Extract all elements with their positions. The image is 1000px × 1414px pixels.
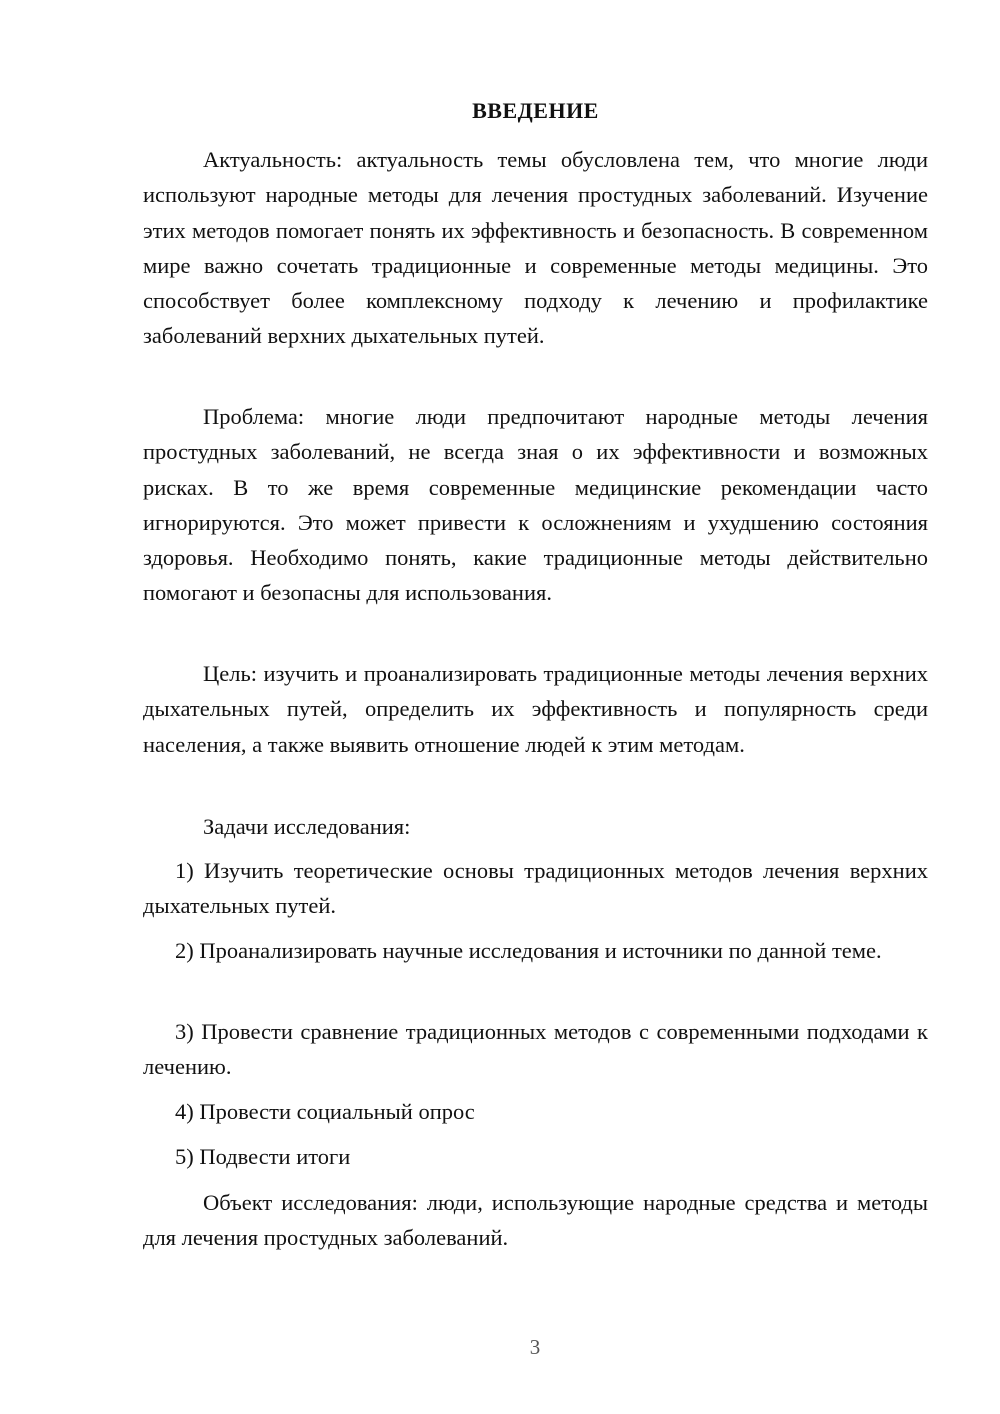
section-heading: ВВЕДЕНИЕ: [472, 98, 599, 123]
object-paragraph: Объект исследования: люди, использующие народные средства и методы для лечения простудных заболеваний.: [143, 1190, 928, 1251]
task-item-2: 2) Проанализировать научные исследования и источники по данной теме.: [175, 938, 882, 963]
tasks-title: Задачи исследования:: [203, 814, 411, 839]
task-item-3: 3) Провести сравнение традиционных методов с современными подходами к лечению.: [143, 1019, 928, 1080]
relevance-paragraph: Актуальность: актуальность темы обусловлена тем, что многие люди используют народные методы для лечения простудных заболеваний. Изучение этих методов помогает понять их эффективность и безопасность. В современном мире важно сочетать традиционные и современные методы медицины. Это способствует более комплексному подходу к лечению и профилактике заболеваний верхних дыхательных путей.: [143, 147, 928, 349]
task-item-4: 4) Провести социальный опрос: [175, 1099, 475, 1124]
goal-paragraph: Цель: изучить и проанализировать традиционные методы лечения верхних дыхательных путей, определить их эффективность и популярность среди населения, а также выявить отношение людей к этим методам.: [143, 661, 928, 757]
task-item-5: 5) Подвести итоги: [175, 1144, 351, 1169]
page-number: 3: [529, 1335, 541, 1359]
task-item-1: 1) Изучить теоретические основы традиционных методов лечения верхних дыхательных путей.: [143, 858, 928, 919]
problem-paragraph: Проблема: многие люди предпочитают народные методы лечения простудных заболеваний, не всегда зная о их эффективности и возможных рисках. В то же время современные медицинские рекомендации часто игнорируются. Это может привести к осложнениям и ухудшению состояния здоровья. Необходимо понять, какие традиционные методы действительно помогают и безопасны для использования.: [143, 404, 928, 606]
